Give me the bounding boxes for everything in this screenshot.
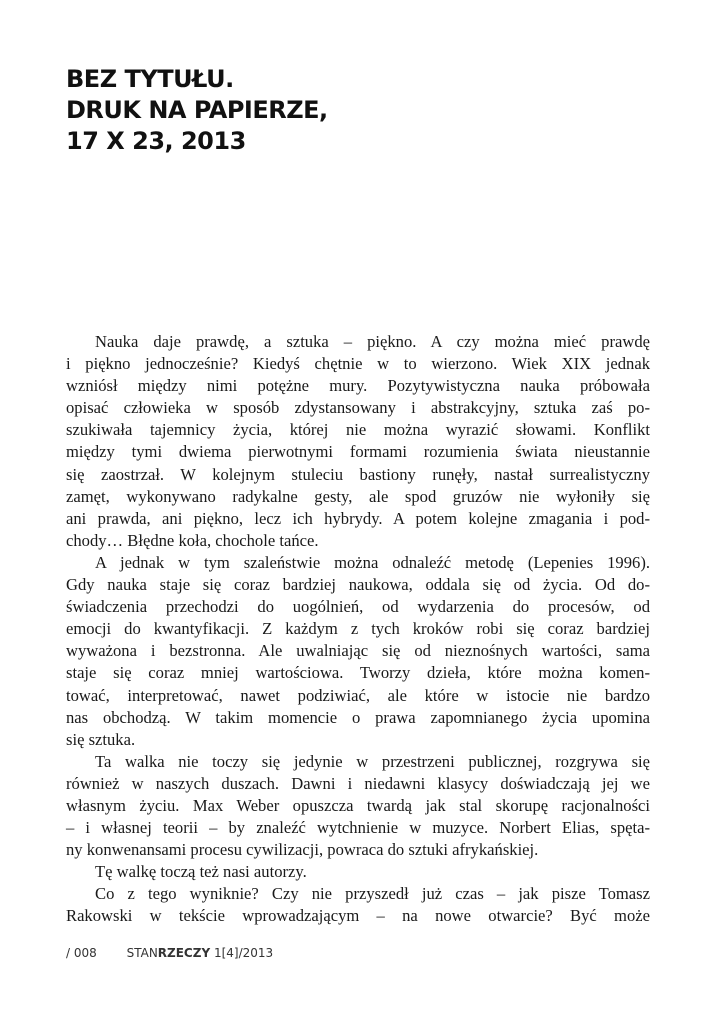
page-footer bbox=[66, 945, 273, 961]
text-line: ny konwenansami procesu cywilizacji, powraca do sztuki afrykańskiej. bbox=[66, 840, 539, 860]
text-line: własnym życiu. Max Weber opuszcza twardą jak stal skorupę racjonalności bbox=[66, 795, 650, 815]
journal-issue: 1[4]/2013 bbox=[210, 946, 274, 960]
paragraph bbox=[66, 751, 650, 861]
paragraph bbox=[66, 883, 650, 927]
text-line: Co z tego wyniknie? Czy nie przyszedł już czas – jak pisze Tomasz bbox=[95, 884, 650, 904]
text-line: Nauka daje prawdę, a sztuka – piękno. A czy można mieć prawdę bbox=[95, 332, 650, 351]
text-line: się zaostrzał. W kolejnym stuleciu bastiony runęły, nastał surrealistyczny bbox=[66, 464, 650, 484]
text-line: się sztuka. bbox=[66, 729, 136, 749]
text-line: tować, interpretować, nawet podziwiać, ale które w istocie nie bardzo bbox=[66, 685, 650, 705]
text-line: opisać człowieka w sposób zdystansowany i abstrakcyjny, sztuka zaś po- bbox=[66, 398, 650, 418]
text-line: i piękno jednocześnie? Kiedyś chętnie w to wierzono. Wiek XIX jednak bbox=[66, 354, 650, 374]
text-line: również w naszych duszach. Dawni i niedawni klasycy doświadczają jej we bbox=[66, 773, 650, 793]
text-line: staje się coraz mniej wartościowa. Tworzy dzieła, które można komen- bbox=[66, 663, 650, 683]
text-line: ani prawda, ani piękno, lecz ich hybrydy. A potem kolejne zmagania i pod- bbox=[66, 508, 650, 528]
text-line: wzniósł między nimi potężne mury. Pozytywistyczna nauka próbowała bbox=[66, 376, 650, 396]
text-line: A jednak w tym szaleństwie można odnaleźć metodę (Lepenies 1996). bbox=[95, 552, 650, 572]
text-line: Ta walka nie toczy się jedynie w przestrzeni publicznej, rozgrywa się bbox=[95, 751, 650, 771]
text-line: wyważona i bezstronna. Ale uwalniając się od nieznośnych wartości, sama bbox=[66, 641, 650, 661]
paragraph bbox=[66, 861, 650, 883]
text-line: nas obchodzą. W takim momencie o prawa zapomnianego życia upomina bbox=[66, 707, 650, 727]
page-title bbox=[66, 64, 328, 157]
text-line: – i własnej teorii – by znaleźć wytchnienie w muzyce. Norbert Elias, spęta- bbox=[66, 818, 650, 838]
article-body bbox=[66, 331, 650, 928]
text-line: szukiwała tajemnicy życia, której nie można wyrazić słowami. Konflikt bbox=[66, 420, 650, 440]
title-line-2: DRUK NA PAPIERZE, bbox=[66, 96, 328, 124]
paragraph bbox=[66, 331, 650, 552]
text-line: świadczenia przechodzi do uogólnień, od wydarzenia do procesów, od bbox=[66, 597, 650, 617]
text-line: Gdy nauka staje się coraz bardziej naukowa, oddala się od życia. Od do- bbox=[66, 575, 650, 595]
text-line: chody… Błędne koła, chochole tańce. bbox=[66, 530, 319, 550]
text-line: między tymi dwiema pierwotnymi formami rozumienia świata nieustannie bbox=[66, 442, 650, 462]
journal-name-bold: RZECZY bbox=[157, 946, 211, 960]
paragraph bbox=[66, 552, 650, 751]
page-number: / 008 bbox=[66, 946, 97, 960]
title-line-1: BEZ TYTUŁU. bbox=[66, 65, 234, 93]
title-line-3: 17 X 23, 2013 bbox=[66, 127, 246, 155]
text-line: emocji do kwantyfikacji. Z każdym z tych kroków robi się coraz bardziej bbox=[66, 619, 650, 639]
text-line: Tę walkę toczą też nasi autorzy. bbox=[95, 862, 307, 882]
journal-name bbox=[127, 946, 274, 960]
journal-name-light: STAN bbox=[126, 946, 158, 960]
text-line: Rakowski w tekście wprowadzającym – na nowe otwarcie? Być może bbox=[66, 906, 650, 926]
text-line: zamęt, wykonywano radykalne gesty, ale spod gruzów nie wyłoniły się bbox=[66, 486, 650, 506]
